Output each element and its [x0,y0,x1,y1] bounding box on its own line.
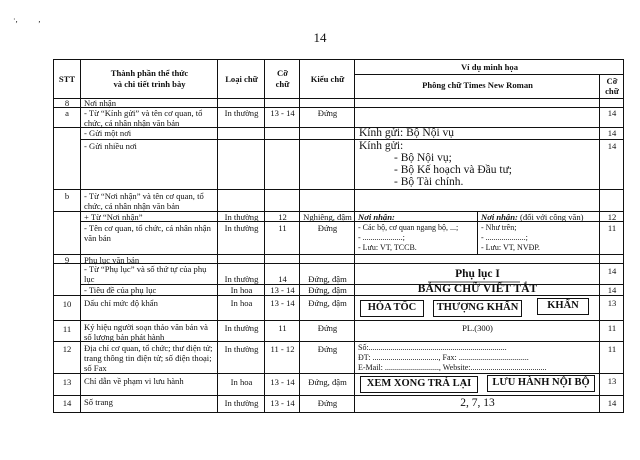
example-address-line: Số:..................................................................... [358,343,507,352]
example-kinh-gui-single: Kính gửi: Bộ Nội vụ [359,127,455,139]
row-stt: 13 [62,377,72,387]
example-recipient-list: - Lưu: VT, NVĐP. [481,243,540,252]
header-style: Kiểu chữ [310,74,345,84]
example-email-website-line: E-Mail: ..........................., Website:...................................... [358,363,547,372]
row-name-line3: số Fax [84,363,107,373]
header-stt: STT [58,74,76,84]
row-name-line2: lục [84,274,95,284]
header-component-line1: Thành phần thể thức [110,68,189,78]
header-example-size-line2: chữ [605,86,619,96]
circulation-stamp-xem-xong: XEM XONG TRẢ LẠI [360,376,478,393]
example-recipient: - Bộ Kế hoạch và Đầu tư; [394,164,513,176]
urgency-stamp-hoa-toc: HỎA TỐC [360,300,424,317]
row-example-size: 14 [607,266,617,276]
row-font: In thường [224,108,259,118]
row-example-size: 13 [607,376,617,386]
row-name: - Tiêu đề của phụ lục [84,285,157,295]
row-stt: 10 [62,299,72,309]
example-recipient-list: - Lưu: VT, TCCB. [358,243,417,252]
row-font: In thường [224,323,259,333]
row-size: 13 - 14 [270,398,295,408]
row-style: Đứng [317,223,338,233]
urgency-stamp-khan: KHẨN [537,298,589,315]
row-style: Đứng, đậm [308,285,347,295]
example-noi-nhan-right-label: Nơi nhận: [481,212,518,222]
row-example-size: 11 [607,223,617,233]
row-name-line1: Ký hiệu người soạn thảo văn bản và [84,322,208,332]
row-example-size: 12 [607,212,617,222]
row-font: In hoa [230,298,253,308]
header-example-size-line1: Cỡ [606,76,618,86]
row-name: Số trang [84,397,113,407]
row-size: 13 - 14 [270,298,295,308]
header-font-name: Phông chữ Times New Roman [422,80,533,90]
example-recipient-list: - ....................; [358,233,405,242]
example-recipient: - Bộ Tài chính. [394,176,464,188]
row-size: 11 [278,223,287,233]
row-font: In thường [224,398,259,408]
row-name-line1: - Từ “Nơi nhận” và tên cơ quan, tổ [84,191,204,201]
example-recipient: - Bộ Nội vụ; [394,152,452,164]
example-page-numbers: 2, 7, 13 [460,397,495,409]
row-name: - Gửi một nơi [84,128,132,138]
row-style: Đứng [317,344,338,354]
row-name: Phụ lục văn bản [84,255,140,265]
row-size: 13 - 14 [270,285,295,295]
row-size: 11 [278,323,287,333]
row-style: Đứng, đậm [308,274,347,284]
row-name-line2: chức, cá nhân nhận văn bản [84,118,180,128]
row-font: In thường [224,212,259,222]
row-name-line2: chức, cá nhân nhận văn bản [84,201,180,211]
row-stt: b [64,191,70,201]
scan-mark: ‚ [38,15,41,24]
row-example-size: 11 [607,323,617,333]
row-stt: 8 [64,98,70,108]
row-name-line1: Địa chỉ cơ quan, tổ chức; thư điện tử; [84,343,213,353]
row-name-line2: văn bản [84,233,111,243]
row-name: Nơi nhận [84,98,116,108]
row-style: Đứng [317,323,338,333]
example-kinh-gui-label: Kính gửi: [359,140,404,152]
row-name: Dấu chỉ mức độ khẩn [84,298,158,308]
example-recipient-list: - Các bộ, cơ quan ngang bộ, ...; [358,223,459,232]
example-appendix-title: Phụ lục I [455,268,500,280]
row-example-size: 11 [607,344,617,354]
row-stt: 12 [62,344,72,354]
row-example-size: 14 [607,108,617,118]
row-name-line1: - Từ “Kính gửi” và tên cơ quan, tổ [84,108,203,118]
row-stt: 14 [62,398,72,408]
row-example-size: 14 [607,398,617,408]
row-style: Nghiêng, đậm [303,212,352,222]
row-size: 14 [278,274,287,284]
example-noi-nhan-right [481,212,584,222]
example-noi-nhan-left: Nơi nhận: [358,212,395,222]
example-recipient-list: - ....................; [481,233,528,242]
example-drafter-code: PL.(300) [462,323,493,333]
row-font: In thường [224,344,259,354]
example-appendix-heading: BẢNG CHỮ VIẾT TẮT [417,283,538,295]
row-size: 12 [278,212,287,222]
row-size: 11 - 12 [270,344,295,354]
row-size: 13 - 14 [270,377,295,387]
urgency-stamp-thuong-khan: THƯỢNG KHẨN [433,300,522,317]
header-example: Ví dụ minh họa [460,62,519,72]
row-style: Đứng [317,398,338,408]
row-font: In thường [224,223,259,233]
row-stt: a [65,108,69,118]
page-number: 14 [313,30,327,45]
row-example-size: 14 [607,141,617,151]
example-noi-nhan-right-note: (đối với công văn) [517,212,584,222]
circulation-stamp-noi-bo: LƯU HÀNH NỘI BỘ [487,375,595,392]
row-name: + Từ “Nơi nhận” [84,212,143,222]
scan-mark: ·, [13,15,18,24]
row-name: - Gửi nhiều nơi [84,141,137,151]
row-size: 13 - 14 [270,108,295,118]
row-stt: 9 [64,255,70,265]
example-phone-fax-line: ĐT: ................................., Fax: ................................... [358,353,529,362]
header-font-type: Loại chữ [225,74,258,84]
row-example-size: 14 [607,128,617,138]
row-style: Đứng [317,108,338,118]
header-size-line2: chữ [275,79,290,89]
header-component-line2: và chi tiết trình bày [113,79,186,89]
example-recipient-list: - Như trên; [481,223,517,232]
row-name-line1: - Từ “Phụ lục” và số thứ tự của phụ [84,264,207,274]
row-example-size: 14 [607,285,617,295]
row-font: In thường [224,274,259,284]
row-name-line1: - Tên cơ quan, tổ chức, cá nhân nhận [84,223,211,233]
row-stt: 11 [62,324,72,334]
row-style: Đứng, đậm [308,377,347,387]
row-font: In hoa [230,285,253,295]
row-style: Đứng, đậm [308,298,347,308]
row-example-size: 13 [607,298,617,308]
row-name-line2: trang thông tin điện tử; số điện thoại; [84,353,212,363]
row-name: Chỉ dẫn về phạm vi lưu hành [84,376,184,386]
row-font: In hoa [230,377,253,387]
header-size-line1: Cỡ [277,68,288,78]
row-name-line2: số lượng bản phát hành [84,332,165,342]
